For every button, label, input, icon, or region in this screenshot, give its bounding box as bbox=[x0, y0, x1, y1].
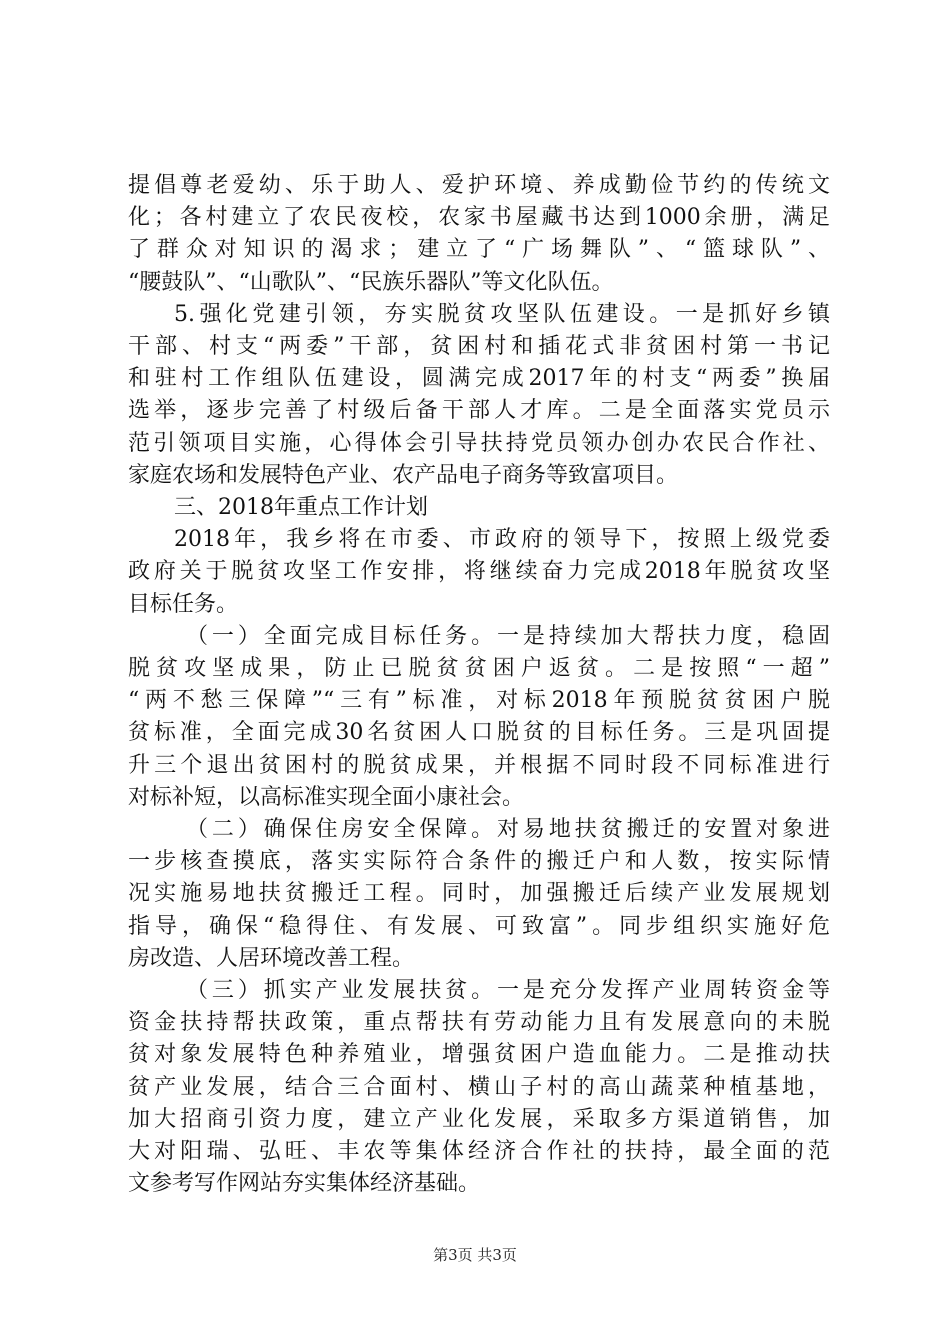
text-line: 政府关于脱贫攻坚工作安排，将继续奋力完成2018年脱贫攻坚 bbox=[128, 559, 830, 585]
text-line: 家庭农场和发展特色产业、农产品电子商务等致富项目。 bbox=[128, 462, 679, 488]
text-line: 贫对象发展特色种养殖业，增强贫困户造血能力。二是推动扶 bbox=[128, 1042, 830, 1068]
text-line: （三）抓实产业发展扶贫。一是充分发挥产业周转资金等 bbox=[186, 978, 830, 1003]
text-line: 况实施易地扶贫搬迁工程。同时，加强搬迁后续产业发展规划 bbox=[128, 881, 830, 907]
text-line: 提倡尊老爱幼、乐于助人、爱护环境、养成勤俭节约的传统文 bbox=[128, 173, 830, 198]
text-line: 升三个退出贫困村的脱贫成果，并根据不同时段不同标准进行 bbox=[128, 752, 830, 778]
text-line: “腰鼓队”、“山歌队”、“民族乐器队”等文化队伍。 bbox=[128, 269, 614, 295]
text-line: 大对阳瑞、弘旺、丰农等集体经济合作社的扶持，最全面的范 bbox=[128, 1139, 830, 1164]
text-line: 干部、村支“两委”干部，贫困村和插花式非贫困村第一书记 bbox=[128, 334, 830, 359]
text-line: 资金扶持帮扶政策，重点帮扶有劳动能力且有发展意向的未脱 bbox=[128, 1010, 830, 1036]
text-line: （二）确保住房安全保障。对易地扶贫搬迁的安置对象进 bbox=[186, 817, 830, 842]
text-line: 文参考写作网站夯实集体经济基础。 bbox=[128, 1171, 481, 1197]
text-line: 目标任务。 bbox=[128, 591, 239, 617]
text-line: 对标补短，以高标准实现全面小康社会。 bbox=[128, 784, 525, 810]
text-line: 脱贫攻坚成果，防止已脱贫贫困户返贫。二是按照“一超” bbox=[128, 656, 830, 681]
text-line: 房改造、人居环境改善工程。 bbox=[128, 945, 415, 971]
section-heading: 三、2018年重点工作计划 bbox=[174, 495, 428, 520]
text-line: 化；各村建立了农民夜校，农家书屋藏书达到1000余册，满足 bbox=[128, 205, 830, 231]
text-line: 范引领项目实施，心得体会引导扶持党员领办创办农民合作社、 bbox=[128, 430, 830, 456]
text-line: 贫标准，全面完成30名贫困人口脱贫的目标任务。三是巩固提 bbox=[128, 720, 830, 746]
text-line: 了群众对知识的渴求；建立了“广场舞队”、“篮球队”、 bbox=[128, 237, 830, 263]
text-line: 和驻村工作组队伍建设，圆满完成2017年的村支“两委”换届 bbox=[128, 366, 830, 392]
text-line: 2018年，我乡将在市委、市政府的领导下，按照上级党委 bbox=[174, 527, 830, 553]
text-line: 贫产业发展，结合三合面村、横山子村的高山蔬菜种植基地， bbox=[128, 1074, 830, 1100]
text-line: 指导，确保“稳得住、有发展、可致富”。同步组织实施好危 bbox=[128, 913, 830, 939]
text-line: 选举，逐步完善了村级后备干部人才库。二是全面落实党员示 bbox=[128, 398, 830, 424]
text-line: “两不愁三保障”“三有”标准，对标2018年预脱贫贫困户脱 bbox=[128, 688, 830, 714]
text-line: （一）全面完成目标任务。一是持续加大帮扶力度，稳固 bbox=[186, 623, 830, 649]
text-line: 5.强化党建引领，夯实脱贫攻坚队伍建设。一是抓好乡镇 bbox=[174, 301, 830, 327]
page-footer: 第3页 共3页 bbox=[433, 1246, 517, 1264]
text-line: 加大招商引资力度，建立产业化发展，采取多方渠道销售，加 bbox=[128, 1106, 830, 1132]
text-line: 一步核查摸底，落实实际符合条件的搬迁户和人数，按实际情 bbox=[128, 849, 830, 875]
